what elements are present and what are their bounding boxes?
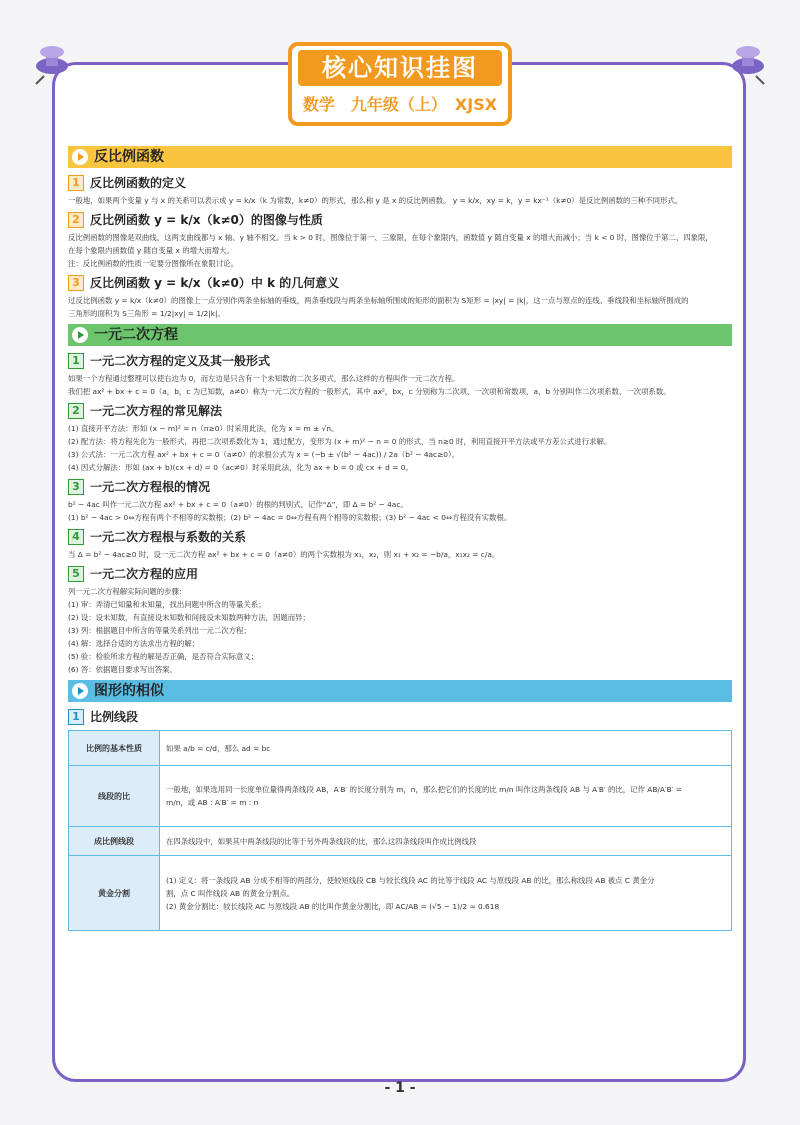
text-line: 列一元二次方程解实际问题的步骤： — [68, 587, 187, 596]
text-line: 注：反比例函数的性质一定要分图像所在象限讨论。 — [68, 259, 238, 268]
number-badge: 3 — [68, 275, 84, 291]
page-number: - 1 - — [384, 1080, 416, 1096]
text-line: 一般地，如果两个变量 y 与 x 的关系可以表示成 y = k/x（k 为常数，k≠0）的形式，那么称 y 是 x 的反比例函数。 y = k/x，xy = k，y = kx⁻¹（k≠0）是反比例函数的三种不同形式。 — [68, 196, 683, 205]
title-box — [288, 42, 512, 126]
number-badge: 1 — [68, 709, 84, 725]
table-line: (2) 黄金分割比：较长线段 AC 与原线段 AB 的比叫作黄金分割比，即 AC/AB = (√5 − 1)/2 ≈ 0.618 — [166, 901, 500, 911]
number-badge: 1 — [68, 353, 84, 369]
pushpin-icon — [724, 40, 770, 86]
page-subtitle: 数学 九年级（上） XJSX — [302, 95, 498, 114]
table-line: m/n，或 AB : A′B′ = m : n — [166, 798, 259, 807]
arrow-icon — [72, 683, 88, 699]
table-cell — [160, 731, 732, 766]
subsection-label: 一元二次方程的定义及其一般形式 — [90, 354, 271, 368]
page-title: 核心知识挂图 — [298, 50, 502, 86]
subsection-title — [68, 352, 732, 370]
subsection-title — [68, 274, 732, 292]
subsection-label: 比例线段 — [90, 710, 139, 724]
table-row — [69, 766, 732, 827]
text-line: (2) 设：设未知数，有直接设未知数和间接设未知数两种方法，因题而异； — [68, 613, 310, 622]
section-header — [68, 680, 732, 702]
arrow-icon — [72, 327, 88, 343]
section-header — [68, 324, 732, 346]
text-line: (5) 验：检验所求方程的解是否正确，是否符合实际意义； — [68, 652, 259, 661]
text-line: 我们把 ax² + bx + c = 0（a，b，c 为已知数，a≠0）称为一元二次方程的一般形式，其中 ax²，bx，c 分别称为二次项、一次项和常数项，a，b 分别叫作二次项系数、一次项系数。 — [68, 387, 671, 396]
ratio-table — [68, 730, 732, 931]
section-title: 反比例函数 — [94, 149, 164, 165]
table-line: 如果 a/b = c/d，那么 ad = bc — [166, 743, 271, 753]
content — [68, 146, 732, 931]
table-cell — [160, 827, 732, 856]
number-badge: 2 — [68, 212, 84, 228]
text-line: (3) 公式法：一元二次方程 ax² + bx + c = 0（a≠0）的求根公式为 x = (−b ± √(b² − 4ac)) / 2a（b² − 4ac≥0）。 — [68, 450, 460, 459]
table-line: (1) 定义：将一条线段 AB 分成不相等的两部分，使较短线段 CB 与较长线段 AC 的比等于线段 AC 与原线段 AB 的比，那么称线段 AB 被点 C 黄金分 — [166, 875, 655, 885]
table-row — [69, 856, 732, 931]
table-row — [69, 731, 732, 766]
table-key: 成比例线段 — [69, 827, 160, 856]
subsection-label: 一元二次方程根的情况 — [90, 480, 211, 494]
table-cell — [160, 766, 732, 827]
subsection-label: 反比例函数 y = k/x（k≠0）中 k 的几何意义 — [90, 276, 340, 290]
text-line: 三角形的面积为 S三角形 = 1/2|xy| = 1/2|k|。 — [68, 309, 225, 318]
text-line: 如果一个方程通过整理可以使右边为 0，而左边是只含有一个未知数的二次多项式，那么这样的方程叫作一元二次方程。 — [68, 374, 460, 383]
text-line: (4) 解：选择合适的方法求出方程的解； — [68, 639, 200, 648]
text-line: 过反比例函数 y = k/x（k≠0）的图像上一点分别作两条坐标轴的垂线，两条垂线段与两条坐标轴所围成的矩形的面积为 S矩形 = |xy| = |k|，这一点与原点的连线、垂线段和坐标轴所围成的 — [68, 296, 689, 305]
subsection-label: 一元二次方程根与系数的关系 — [90, 530, 247, 544]
text-line: 反比例函数的图像是双曲线，这两支曲线都与 x 轴、y 轴不相交。当 k > 0 时，图像位于第一、三象限，在每个象限内，函数值 y 随自变量 x 的增大而减小；当 k < 0 时，图像位于第二、四象限， — [68, 233, 713, 242]
subsection-title — [68, 174, 732, 192]
text-line: (1) 直接开平方法：形如 (x − m)² = n（n≥0）时采用此法，化为 x = m ± √n。 — [68, 424, 339, 433]
text-line: 当 Δ = b² − 4ac≥0 时，设一元二次方程 ax² + bx + c = 0（a≠0）的两个实数根为 x₁，x₂，则 x₁ + x₂ = −b/a，x₁x₂ = c/a。 — [68, 550, 500, 559]
subsection-title — [68, 565, 732, 583]
subsection-title — [68, 402, 732, 420]
section-title: 一元二次方程 — [94, 327, 178, 343]
table-key: 线段的比 — [69, 766, 160, 827]
table-row — [69, 827, 732, 856]
text-line: (1) 审：弄清已知量和未知量，找出问题中所含的等量关系； — [68, 600, 266, 609]
number-badge: 5 — [68, 566, 84, 582]
table-line: 割，点 C 叫作线段 AB 的黄金分割点。 — [166, 888, 295, 898]
subsection-title — [68, 528, 732, 546]
subsection-label: 一元二次方程的常见解法 — [90, 404, 223, 418]
arrow-icon — [72, 149, 88, 165]
text-line: (1) b² − 4ac > 0⇔方程有两个不相等的实数根；(2) b² − 4ac = 0⇔方程有两个相等的实数根；(3) b² − 4ac < 0⇔方程没有实数根。 — [68, 513, 512, 522]
subsection-title — [68, 478, 732, 496]
text-line: b² − 4ac 叫作一元二次方程 ax² + bx + c = 0（a≠0）的根的判别式，记作“Δ”，即 Δ = b² − 4ac。 — [68, 500, 408, 509]
subsection-label: 反比例函数 y = k/x（k≠0）的图像与性质 — [90, 213, 323, 227]
subsection-label: 反比例函数的定义 — [90, 176, 187, 190]
subsection-title — [68, 211, 732, 229]
subsection-label: 一元二次方程的应用 — [90, 567, 199, 581]
table-key: 比例的基本性质 — [69, 731, 160, 766]
pushpin-icon — [30, 40, 76, 86]
subsection-title — [68, 708, 732, 726]
section-header — [68, 146, 732, 168]
number-badge: 2 — [68, 403, 84, 419]
number-badge: 3 — [68, 479, 84, 495]
table-cell — [160, 856, 732, 931]
number-badge: 1 — [68, 175, 84, 191]
text-line: 在每个象限内函数值 y 随自变量 x 的增大而增大。 — [68, 246, 234, 255]
text-line: (4) 因式分解法：形如 (ax + b)(cx + d) = 0（ac≠0）时采用此法，化为 ax + b = 0 或 cx + d = 0。 — [68, 463, 413, 472]
number-badge: 4 — [68, 529, 84, 545]
section-title: 图形的相似 — [94, 683, 164, 699]
text-line: (6) 答：依据题目要求写出答案。 — [68, 665, 177, 674]
table-key: 黄金分割 — [69, 856, 160, 931]
text-line: (3) 列：根据题目中所含的等量关系列出一元二次方程； — [68, 626, 251, 635]
text-line: (2) 配方法：将方程先化为一般形式，再把二次项系数化为 1，通过配方，变形为 (x + m)² − n = 0 的形式，当 n≥0 时，利用直接开平方法或平方差公式进行求解。 — [68, 437, 612, 446]
table-line: 一般地，如果选用同一长度单位量得两条线段 AB，A′B′ 的长度分别为 m，n，那么把它们的长度的比 m/n 叫作这两条线段 AB 与 A′B′ 的比，记作 AB/A′B′ = — [166, 785, 682, 794]
table-line: 在四条线段中，如果其中两条线段的比等于另外两条线段的比，那么这四条线段叫作成比例线段 — [166, 836, 477, 846]
